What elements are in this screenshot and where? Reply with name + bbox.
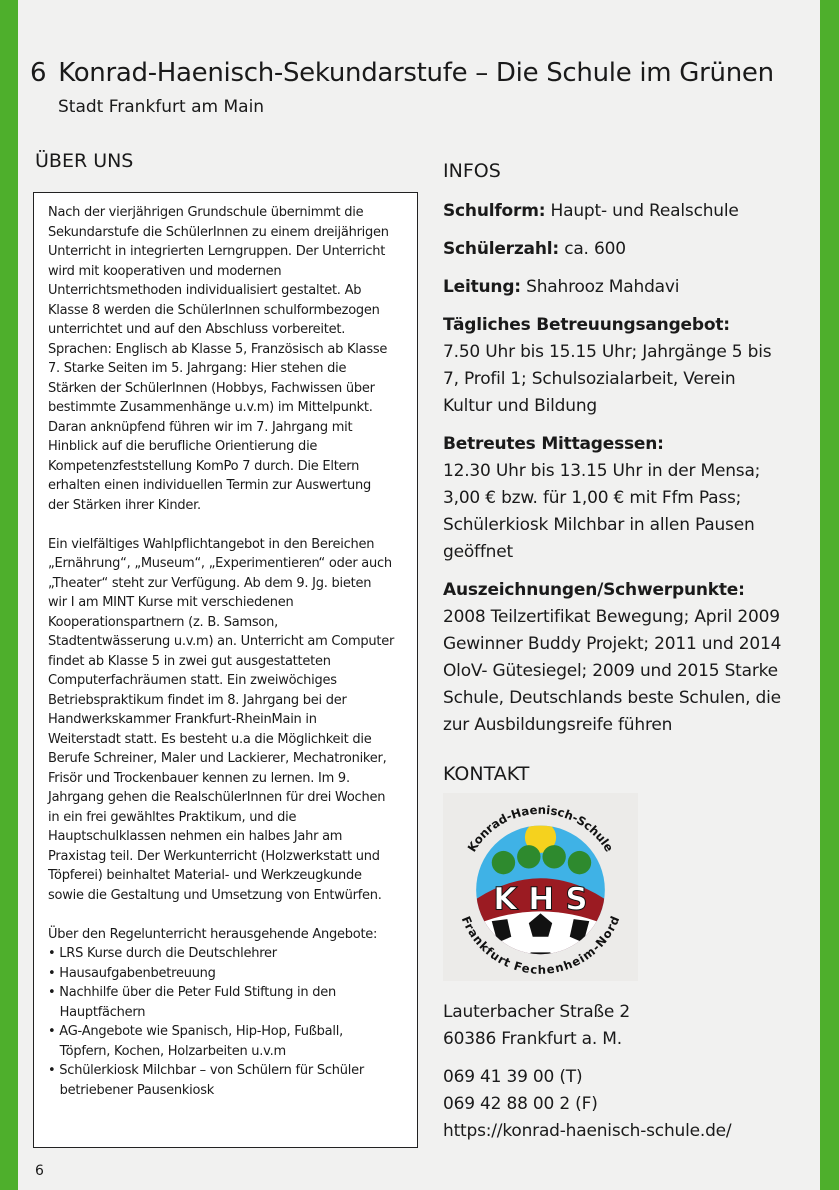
info-row [443,236,813,263]
school-name: Konrad-Haenisch-Sekundarstufe – Die Schule im Grünen [58,58,774,88]
info-label: Auszeichnungen/Schwerpunkte: [443,580,745,600]
infos-list [443,198,813,739]
about-text-line: Nach der vierjährigen Grundschule übernimmt die [48,205,364,220]
about-text-line: Betriebspraktikum findet im 8. Jahrgang bei der [48,692,347,708]
address-city: 60386 Frankfurt a. M. [443,1029,622,1049]
about-text-line: Über den Regelunterricht herausgehende Angebote: [48,926,378,942]
info-row [443,577,813,604]
website-link[interactable]: https://konrad-haenisch-schule.de/ [443,1121,732,1141]
info-value-line: 7, Profil 1; Schulsozialarbeit, Verein [443,369,736,389]
info-row [443,431,813,458]
about-text-line: Klasse 8 werden die SchülerInnen schulformbezogen [48,302,380,318]
about-text-line: Hauptschulklassen nehmen ein halbes Jahr am [48,829,343,844]
paragraph-gap [48,515,417,535]
info-row [443,274,813,301]
svg-text:Konrad-Haenisch-Schule: Konrad-Haenisch-Schule [464,802,617,855]
about-text-line: Ein vielfältiges Wahlpflichtangebot in den Bereichen [48,536,375,552]
info-label: Schulform: [443,201,546,221]
info-item [443,274,813,301]
info-value-line: 7.50 Uhr bis 15.15 Uhr; Jahrgänge 5 bis [443,342,772,362]
info-value-line: 3,00 € bzw. für 1,00 € mit Ffm Pass; [443,488,742,508]
about-text-line: Computerfachräumen statt. Ein zweiwöchiges [48,673,337,688]
about-text-line: findet ab Klasse 5 in zwei gut ausgestatteten [48,653,331,669]
about-text-line: wird mit kooperativen und modernen [48,263,282,279]
about-text-line: Sekundarstufe die SchülerInnen zu einem dreijährigen [48,224,389,240]
school-logo [443,793,638,981]
info-value-line: 2008 Teilzertifikat Bewegung; April 2009 [443,607,780,627]
page-title [30,58,774,88]
about-text-line: • Schülerkiosk Milchbar – von Schülern für Schüler [48,1063,364,1078]
about-text-line: Handwerkskammer Frankfurt-RheinMain in [48,712,317,727]
about-text-line: • AG-Angebote wie Spanisch, Hip-Hop, Fußball, [48,1024,343,1039]
info-value: Shahrooz Mahdavi [526,277,680,297]
khs-logo-image [443,793,638,981]
info-value-line: Schülerkiosk Milchbar in allen Pausen [443,515,755,535]
about-text-line: Praxistag teil. Der Werkunterricht (Holzwerkstatt und [48,848,380,864]
about-text-line: sowie die Gestaltung und Umsetzung von Entwürfen. [48,887,382,903]
about-text-line: „Ernährung“, „Museum“, „Experimentieren“ oder auch [48,556,392,571]
about-text-line: in ein frei gewähltes Praktikum, und die [48,809,297,825]
about-text-line: 7. Starke Seiten im 5. Jahrgang: Hier stehen die [48,361,347,376]
info-row [443,312,813,339]
about-text-line: Töpferei) beinhaltet Material- und Werkzeugkunde [48,868,362,883]
page-number: 6 [35,1163,44,1179]
info-item [443,431,813,566]
info-label: Leitung: [443,277,521,297]
about-text-line: Unterricht in integrierten Lerngruppen. Der Unterricht [48,244,386,259]
about-text-line: der Stärken ihrer Kinder. [48,497,201,513]
about-text-line: • Nachhilfe über die Peter Fuld Stiftung in den [48,985,336,1000]
about-text-line: Daran anknüpfend führen wir im 7. Jahrgang mit [48,419,353,435]
info-value: Haupt- und Realschule [550,201,739,221]
about-text-line: Stärken der SchülerInnen (Hobbys, Fachwissen über [48,380,375,396]
about-text-line: bestimmte Zusammenhänge u.v.m) im Mittelpunkt. [48,400,373,415]
about-text-line: Hauptfächern [48,1004,146,1020]
about-text-line: Töpfern, Kochen, Holzarbeiten u.v.m [48,1043,286,1059]
about-text-line: betriebener Pausenkiosk [48,1082,215,1098]
contact-heading: KONTAKT [443,763,530,785]
info-item [443,577,813,739]
about-text-line: Unterrichtsmethoden individualisiert gestaltet. Ab [48,283,362,298]
phone-number: 069 41 39 00 (T) [443,1067,583,1087]
about-text-line: Kooperationspartnern (z. B. Samson, [48,614,278,630]
info-value-line: Schule, Deutschlands beste Schulen, die [443,688,781,708]
infos-heading: INFOS [443,160,501,182]
left-green-border [0,0,18,1190]
info-value-line: geöffnet [443,542,513,562]
about-text-line: • LRS Kurse durch die Deutschlehrer [48,946,277,961]
svg-text:K H S: K H S [493,881,588,918]
info-row [443,198,813,225]
about-text-line: wir I am MINT Kurse mit verschiedenen [48,595,294,610]
about-text-line: Berufe Schreiner, Maler und Lackierer, Mechatroniker, [48,751,387,766]
right-column [443,158,813,1145]
page-subtitle: Stadt Frankfurt am Main [58,97,265,117]
svg-text:Frankfurt Fechenheim-Nord: Frankfurt Fechenheim-Nord [458,914,623,977]
info-value: ca. 600 [564,239,626,259]
about-text-line: erhalten einen individuellen Termin zur Auswertung [48,478,371,493]
about-text-line: unterrichtet und auf den Abschluss vorbereitet. [48,322,346,337]
info-value-line: Gewinner Buddy Projekt; 2011 und 2014 [443,634,782,654]
info-value-line: 12.30 Uhr bis 13.15 Uhr in der Mensa; [443,461,761,481]
info-value-line: Kultur und Bildung [443,396,598,416]
info-item [443,236,813,263]
about-text-line: Sprachen: Englisch ab Klasse 5, Französisch ab Klasse [48,341,388,357]
section-number: 6 [30,58,47,88]
right-green-border [820,0,839,1190]
about-box [33,192,418,1148]
about-text-line: Weiterstadt statt. Es besteht u.a die Möglichkeit die [48,731,372,747]
about-text-line: Jahrgang gehen die RealschülerInnen für drei Wochen [48,790,386,805]
info-item [443,312,813,420]
paragraph-gap [48,905,417,925]
about-text-line: Frisör und Trockenbauer kennen zu lernen. Im 9. [48,770,350,786]
about-text-line: „Theater“ steht zur Verfügung. Ab dem 9. Jg. bieten [48,575,372,591]
about-text-line: Kompetenzfeststellung KomPo 7 durch. Die Eltern [48,458,360,474]
about-text-line: Stadtentwässerung u.v.m) an. Unterricht am Computer [48,634,395,649]
about-heading: ÜBER UNS [35,150,134,172]
about-text-line: • Hausaufgabenbetreuung [48,965,216,981]
info-label: Schülerzahl: [443,239,559,259]
info-label: Betreutes Mittagessen: [443,434,664,454]
info-item [443,198,813,225]
fax-number: 069 42 88 00 2 (F) [443,1094,598,1114]
address-street: Lauterbacher Straße 2 [443,1002,631,1022]
about-text-line: Hinblick auf die berufliche Orientierung die [48,439,318,454]
info-value-line: OloV- Gütesiegel; 2009 und 2015 Starke [443,661,778,681]
info-label: Tägliches Betreuungsangebot: [443,315,730,335]
info-value-line: zur Ausbildungsreife führen [443,715,673,735]
